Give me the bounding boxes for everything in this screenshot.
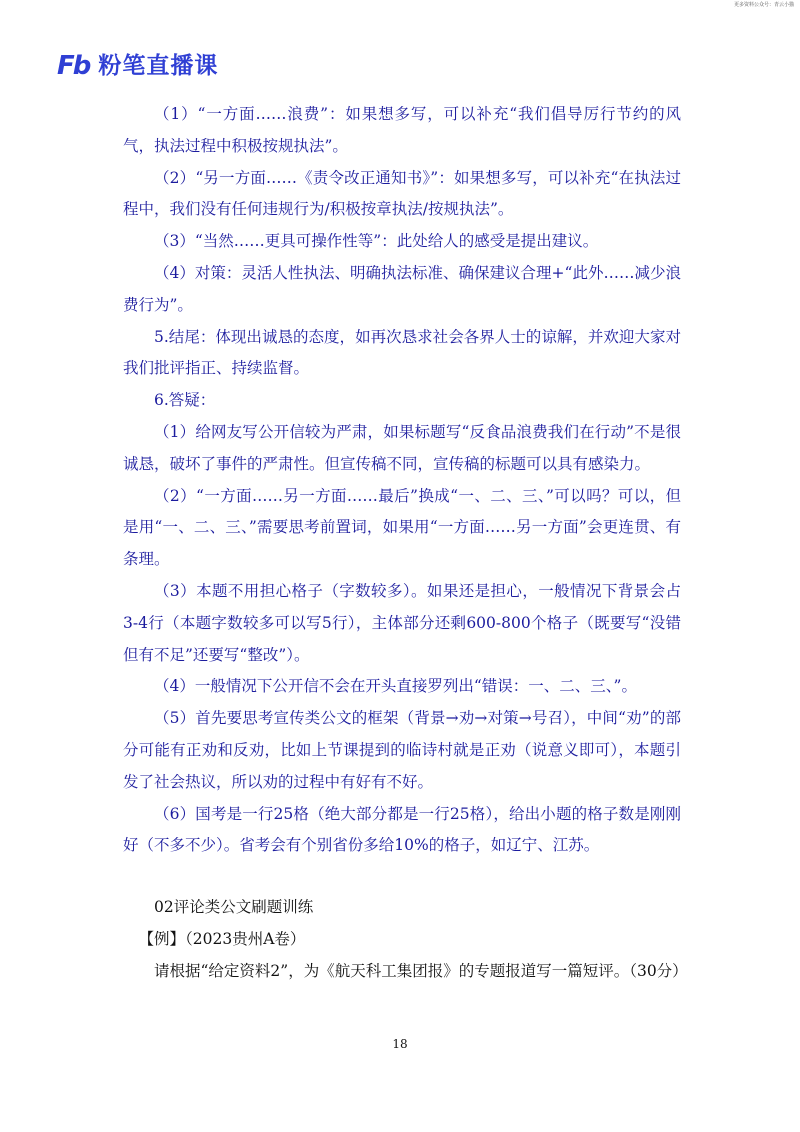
paragraph-11: （5）首先要思考宣传类公文的框架（背景→劝→对策→号召），中间“劝”的部分可能有正劝和反劝，比如上节课提到的临诗村就是正劝（说意义即可），本题引发了社会热议，所以劝的过程中有好有不好。 [123, 709, 681, 791]
paragraph-1: （1）“一方面……浪费”：如果想多写，可以补充“我们倡导厉行节约的风气，执法过程中积极按规执法”。 [123, 105, 681, 155]
page-number: 18 [392, 1037, 408, 1051]
brand-logo [57, 53, 218, 79]
exercise-title: 02评论类公文刷题训练 [154, 898, 314, 917]
section-gap [123, 862, 681, 892]
paragraph-5: 5.结尾：体现出诚恳的态度，如再次恳求社会各界人士的谅解，并欢迎大家对我们批评指正、持续监督。 [123, 327, 681, 378]
logo-text: 粉笔直播课 [98, 52, 219, 79]
paragraph-9: （3）本题不用担心格子（字数较多）。如果还是担心，一般情况下背景会占3-4行（本题字数较多可以写5行），主体部分还剩600-800个格子（既要写“没错但有不足”还要写“整改”）。 [123, 581, 681, 664]
example-label: 【例】（2023贵州A卷） [138, 929, 306, 948]
paragraph-2: （2）“另一方面……《责令改正通知书》”：如果想多写，可以补充“在执法过程中，我们没有任何违规行为/积极按章执法/按规执法”。 [123, 168, 681, 219]
document-body [123, 99, 688, 988]
paragraph-12: （6）国考是一行25格（绝大部分都是一行25格），给出小题的格子数是刚刚好（不多不少）。省考会有个别省份多给10%的格子，如辽宁、江苏。 [123, 804, 681, 855]
paragraph-8: （2）“一方面……另一方面……最后”换成“一、二、三、”可以吗？可以，但是用“一、二、三、”需要思考前置词，如果用“一方面……另一方面”会更连贯、有条理。 [123, 486, 681, 569]
watermark-text: 更多资料公众号：青云小猫 [733, 2, 794, 8]
exercise-question: 请根据“给定资料2”，为《航天科工集团报》的专题报道写一篇短评。（30分） [154, 961, 688, 980]
paragraph-4: （4）对策：灵活人性执法、明确执法标准、确保建议合理+“此外……减少浪费行为”。 [123, 263, 681, 314]
paragraph-3: （3）“当然……更具可操作性等”：此处给人的感受是提出建议。 [154, 232, 599, 251]
paragraph-7: （1）给网友写公开信较为严肃，如果标题写“反食品浪费我们在行动”不是很诚恳，破坏了事件的严肃性。但宣传稿不同，宣传稿的标题可以具有感染力。 [123, 422, 681, 473]
paragraph-6: 6.答疑： [154, 391, 216, 410]
paragraph-10: （4）一般情况下公开信不会在开头直接罗列出“错误：一、二、三、”。 [154, 677, 637, 696]
logo-mark: Fb [57, 51, 90, 81]
